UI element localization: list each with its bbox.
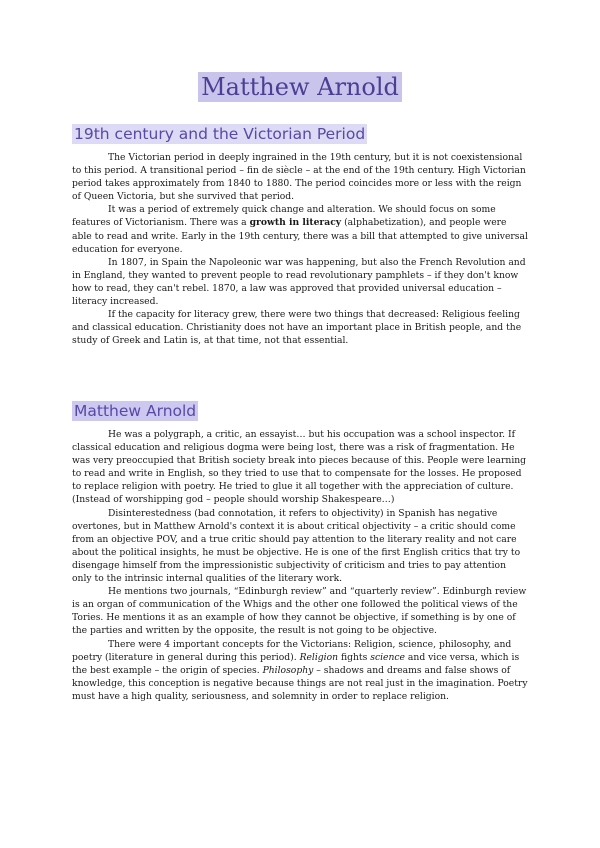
paragraph: He mentions two journals, “Edinburgh review” and “quarterly review”. Edinburgh review is an organ of communication of the Whigs and the other one followed the political views of the Tories. He mentions it as an example of how they cannot be objective, if something is by one of the parties and written by the opposite, the result is not going to be objective.: [72, 586, 527, 637]
emphasis-italic: Religion: [299, 651, 339, 663]
emphasis-italic: science: [370, 651, 405, 663]
text-run: fights: [338, 651, 371, 663]
section-heading-arnold: Matthew Arnold: [74, 402, 197, 420]
paragraph: He was a polygraph, a critic, an essayist… but his occupation was a school inspector. If classical education and religious dogma were being lost, there was a risk of fragmentation. He was very preoccupied that British society break into pieces because of this. People were learning to read and write in English, so they tried to use that to compensate for the losses. He proposed to replace religion with poetry. He tried to glue it all together with the appreciation of culture. (Instead of worshipping god – people should worship Shakespeare…): [72, 429, 527, 506]
paragraph: [72, 203, 528, 255]
text-run: There were 4 important concepts for the Victorians: Religion, science, philosophy, and poetry (literature in general during this period).: [72, 638, 512, 663]
text-run: – shadows and dreams and false shows of knowledge, this conception is negative because things are not real just in the imagination. Poetry must have a high quality, seriousness, and solemnity in order to replace religion.: [72, 664, 528, 702]
text-run: and vice versa, which is the best example – the origin of species.: [72, 651, 520, 676]
paragraph: If the capacity for literacy grew, there were two things that decreased: Religious feeling and classical education. Christianity does not have an important place in British people, and the study of Greek and Latin is, at that time, not that essential.: [72, 309, 522, 347]
paragraph: [72, 638, 528, 703]
paragraph: The Victorian period in deeply ingrained in the 19th century, but it is not coexistensional to this period. A transitional period – fin de siècle – at the end of the 19th century. High Victorian period takes approximately from 1840 to 1880. The period coincides more or less with the reign of Queen Victoria, but she survived that period.: [72, 152, 526, 203]
section-body-victorian: [72, 151, 528, 347]
text-run: It was a period of extremely quick change and alteration. We should focus on some features of Victorianism. There was a: [72, 204, 496, 229]
paragraph: In 1807, in Spain the Napoleonic war was happening, but also the French Revolution and in England, they wanted to prevent people to read revolutionary pamphlets – if they don't know how to read, they can't rebel. 1870, a law was approved that provided universal education – literacy increased.: [72, 256, 526, 308]
text-run: (alphabetization), and people were able to read and write. Early in the 19th century, there was a bill that attempted to give universal education for everyone.: [72, 217, 528, 255]
title-wrapper: [0, 72, 600, 102]
section-heading-victorian: 19th century and the Victorian Period: [74, 125, 366, 143]
emphasis-bold: growth in literacy: [249, 217, 342, 229]
paragraph: Disinterestedness (bad connotation, it refers to objectivity) in Spanish has negative overtones, but in Matthew Arnold's context it is about critical objectivity – a critic should come from an objective POV, and a true critic should pay attention to the literary reality and not care about the political insights, he must be objective. He is one of the first English critics that try to disengage himself from the impressionistic subjectivity of criticism and tries to pay attention only to the intrinsic internal qualities of the literary work.: [72, 507, 521, 585]
emphasis-italic: Philosophy: [262, 664, 314, 676]
section-body-arnold: [72, 428, 528, 703]
page-title: Matthew Arnold: [198, 72, 402, 102]
